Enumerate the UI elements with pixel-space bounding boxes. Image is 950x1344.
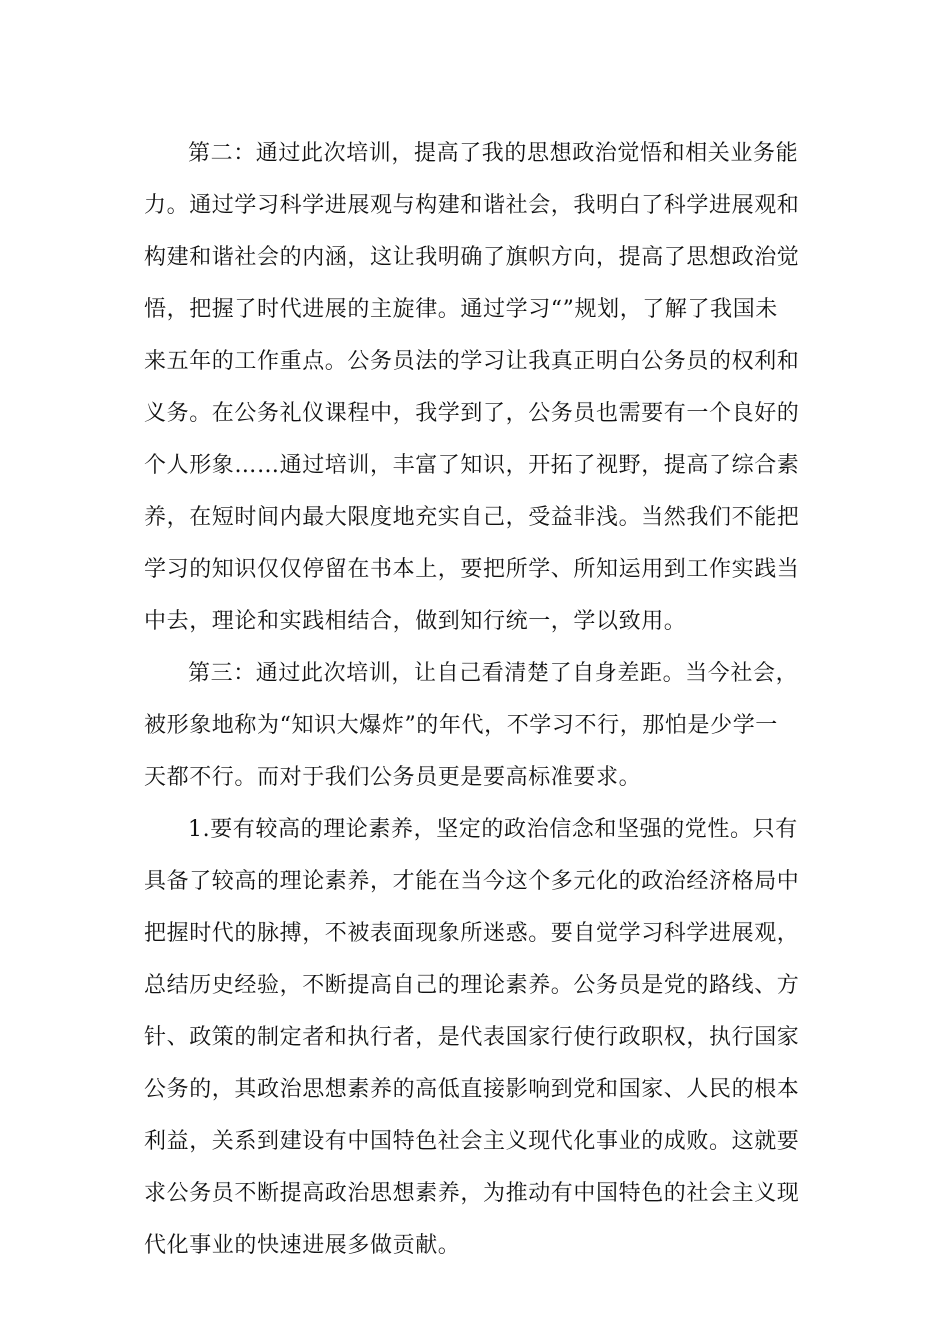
text-line: 中去，理论和实践相结合，做到知行统一，学以致用。 xyxy=(144,609,687,634)
text-line: 悟，把握了时代进展的主旋律。通过学习“”规划，了解了我国未 xyxy=(144,297,778,322)
text-line: 个人形象……通过培训，丰富了知识，开拓了视野，提高了综合素 xyxy=(144,453,800,478)
text-line: 第三：通过此次培训，让自己看清楚了自身差距。当今社会， xyxy=(188,661,799,686)
paragraph-second-point xyxy=(144,128,810,648)
text-line: 力。通过学习科学进展观与构建和谐社会，我明白了科学进展观和 xyxy=(144,193,800,218)
paragraph-third-point xyxy=(144,648,810,804)
text-line: 针、政策的制定者和执行者，是代表国家行使行政职权，执行国家 xyxy=(144,1025,800,1050)
text-line: 构建和谐社会的内涵，这让我明确了旗帜方向，提高了思想政治觉 xyxy=(144,245,800,270)
document-body xyxy=(144,128,810,1272)
text-line: 来五年的工作重点。公务员法的学习让我真正明白公务员的权利和 xyxy=(144,349,800,374)
text-line: 天都不行。而对于我们公务员更是要高标准要求。 xyxy=(144,765,642,790)
text-line: 公务的，其政治思想素养的高低直接影响到党和国家、人民的根本 xyxy=(144,1077,800,1102)
text-line: 养，在短时间内最大限度地充实自己，受益非浅。当然我们不能把 xyxy=(144,505,800,530)
text-line: 总结历史经验，不断提高自己的理论素养。公务员是党的路线、方 xyxy=(144,973,800,998)
text-line: 把握时代的脉搏，不被表面现象所迷惑。要自觉学习科学进展观， xyxy=(144,921,800,946)
text-line: 第二：通过此次培训，提高了我的思想政治觉悟和相关业务能 xyxy=(188,141,799,166)
text-line: 具备了较高的理论素养，才能在当今这个多元化的政治经济格局中 xyxy=(144,869,800,894)
text-line: 1.要有较高的理论素养，坚定的政治信念和坚强的党性。只有 xyxy=(188,817,798,842)
text-line: 义务。在公务礼仪课程中，我学到了，公务员也需要有一个良好的 xyxy=(144,401,800,426)
text-line: 利益，关系到建设有中国特色社会主义现代化事业的成败。这就要 xyxy=(144,1129,800,1154)
text-line: 求公务员不断提高政治思想素养，为推动有中国特色的社会主义现 xyxy=(144,1181,800,1206)
text-line: 学习的知识仅仅停留在书本上，要把所学、所知运用到工作实践当 xyxy=(144,557,800,582)
text-line: 被形象地称为“知识大爆炸”的年代，不学习不行，那怕是少学一 xyxy=(144,713,778,738)
paragraph-item-1 xyxy=(144,804,810,1272)
text-line: 代化事业的快速进展多做贡献。 xyxy=(144,1233,461,1258)
